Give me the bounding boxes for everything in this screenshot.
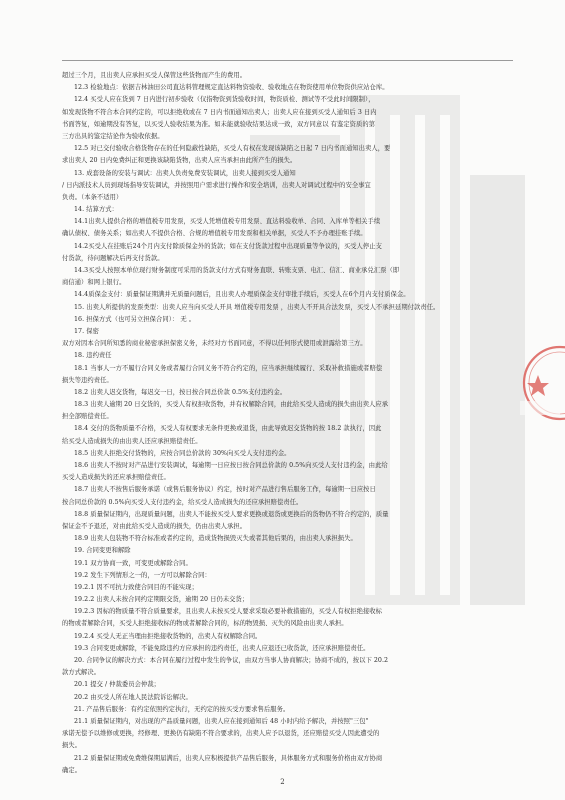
paragraph-line: 14.1出卖人提供合格的增值税专用发票，买受人凭增值税专用发票、直达料验收单、合同、入库单等相关手续 xyxy=(74,218,381,226)
paragraph-line: 给买受人造成损失的由出卖人还应承担赔偿责任。 xyxy=(62,437,202,445)
paragraph-line: 双方对因本合同所知悉的商业秘密承担保密义务，未经对方书面同意，不得以任何形式使用或泄露给第三方。 xyxy=(62,340,367,348)
paragraph-line: 保证金不予退还，对由此给买受人造成的损失，仍由出卖人承担。 xyxy=(62,522,247,530)
paragraph-line: 18.1 当事人一方不履行合同义务或者履行合同义务不符合约定的，应当承担继续履行、采取补救措施或者赔偿 xyxy=(74,364,383,372)
paragraph-line: 求出卖人 20 日内免费纠正和更换该缺陷货物，出卖人应当承担由此所产生的损失。 xyxy=(62,157,297,165)
paragraph-line: 18.2 出卖人迟交货物，每迟交一日，按日按合同总价款 0.5%支付违约金。 xyxy=(74,388,287,396)
paragraph-line: 16. 担保方式（也可另立担保合同）： 无 。 xyxy=(74,315,196,323)
paragraph-line: 18.5 出卖人拒绝交付货物的，应按合同总价款的 30%向买受人支付违约金。 xyxy=(74,449,291,457)
paragraph-line: 19.2 发生下列情形之一的，一方可以解除合同： xyxy=(74,571,211,579)
paragraph-line: 12.5 对已交付验收合格货物存在的任何隐蔽性缺陷，买受人有权在发现该缺陷之日起 7 日内书面通知出卖人，要 xyxy=(74,145,391,153)
page-number: 2 xyxy=(280,778,285,786)
paragraph-line: 损失等违约责任。 xyxy=(62,376,113,384)
paragraph-line: 买受人造成损失的还应承担赔偿责任。 xyxy=(62,474,170,482)
contract-body xyxy=(62,70,512,777)
paragraph-line: 负责。（本条不适用） xyxy=(62,193,123,201)
paragraph-line: 18.4 交付的货物质量不合格，买受人有权要求无条件更换或退货，由此导致迟交货物的按 18.2 款执行，因此 xyxy=(74,425,382,433)
paragraph-line: 14.4质保金支付：质量保证期满并无质量问题后，且出卖人办理质保金支付审批手续后，买受人在6个月内支付质保金。 xyxy=(74,291,410,299)
paragraph-line: 损失。 xyxy=(62,742,82,750)
paragraph-line: 18.3 出卖人逾期 20 日交货的，买受人有权拒收货物，并有权解除合同，由此给买受人造成的损失由出卖人应承 xyxy=(74,401,389,409)
paragraph-line: 14.3买受人按照本单位现行财务制度可采用的货款支付方式有财务直联、转账支票、电汇、信汇、商业承兑汇票（即 xyxy=(74,267,400,274)
paragraph-line: 的物或者解除合同，买受人拒绝接收标的物或者解除合同的，标的物毁损、灭失的风险由出卖人承担。 xyxy=(62,620,348,628)
paragraph-line: / 日内派技术人员到现场指导安装调试，并按照用户需求进行操作和安全培训，出卖人对调试过程中的安全事宜 xyxy=(62,181,371,189)
paragraph-line: 三方出具的鉴定结论作为验收依据。 xyxy=(62,132,164,140)
paragraph-line: 19.2.2 出卖人未按合同约定期限交货，逾期 20 日仍未交货； xyxy=(74,596,249,604)
paragraph-line: 15. 出卖人所提供的发票类型：出卖人应当向买受人开具 增值税专用发票 ，出卖人不开具合法发票，买受人不承担延期付款责任。 xyxy=(74,303,440,311)
paragraph-line: 20.1 提交 / 仲裁委员会仲裁； xyxy=(74,681,161,689)
paragraph-line: 款方式解决。 xyxy=(62,669,101,677)
paragraph-line: 担全部赔偿责任。 xyxy=(62,413,113,421)
paragraph-line: 21.1 质量保证期内，对出现的产品质量问题，出卖人应在接到通知后 48 小时内给予解决，并按照"三包" xyxy=(74,717,369,725)
paragraph-line: 12.4 买受人应在货到 7 日内进行初步验收（仅指物资到货验收时间，物资质检、测试等不受此时间限制）， xyxy=(74,96,375,104)
paragraph-line: 19.2.3 因标的物质量不符合质量要求，且出卖人未按买受人要求采取必要补救措施的，买受人有权拒绝接收标 xyxy=(74,608,382,616)
paragraph-line: 18.8 质量保证期内，出现质量问题，出卖人不能按买受人要求更换或退货或更换后的货物仍不符合约定的，质量 xyxy=(74,510,389,518)
paragraph-line: 14.2买受人在挂账后24个月内支付除质保金外的货款；如在支付货款过程中出现质量等争议的，买受人停止支 xyxy=(74,242,382,250)
paragraph-line: 如发现货物不符合本合同约定的，可以拒绝收或在 7 日内书面通知出卖人；出卖人应在接到买受人通知后 3 日内 xyxy=(62,108,377,116)
paragraph-line: 承诺无偿予以维修或更换，经修理、更换仍有缺陷不符合要求的，出卖人应予以退货，还应赔偿买受人因此遭受的 xyxy=(62,730,380,738)
paragraph-line: 18. 违约责任 xyxy=(74,352,112,360)
paragraph-line: 21. 产品售后服务：有约定依照约定执行，无约定的按买受方要求售后服务。 xyxy=(74,705,290,713)
paragraph-line: 20.2 由买受人所在地人民法院诉讼解决。 xyxy=(74,693,192,701)
paragraph-line: 21.2 质量保证期或免费维保期届满后，出卖人应积极提供产品售后服务，具体服务方式和服务价格由双方协商 xyxy=(74,754,383,762)
paragraph-line: 13. 成套设备的安装与调试：出卖人负责免费安装调试，出卖人接到买受人通知 xyxy=(74,169,296,177)
paragraph-line: 确定。 xyxy=(62,766,82,774)
header-rule xyxy=(62,60,513,61)
paragraph-line: 19.3 合同变更或解除，不能免除违约方应承担的违约责任，出卖人应退还已收货款，还应承担赔偿责任。 xyxy=(74,644,370,652)
paragraph-line: 付货款，待问题解决后再支付货款。 xyxy=(62,254,164,262)
paragraph-line: 确认债权、债务关系；如出卖人不提供合格、合规的增值税专用发票和相关单据，买受人不予办理挂账手续。 xyxy=(62,230,367,238)
paragraph-line: 按合同总价款的 0.5%向买受人支付违约金，给买受人造成损失的还应承担赔偿责任。 xyxy=(62,498,303,506)
paragraph-line: 18.9 出卖人包装物不符合标准或者约定的，造成货物损毁灭失或者其他后果的，由出卖人承担损失。 xyxy=(74,535,357,543)
paragraph-line: 12.3 检验地点：依据吉林油田公司直达料管理规定直达料物资验收、验收地点在物资使用单位物资供应站仓库。 xyxy=(74,84,389,92)
paragraph-line: 20. 合同争议的解决方式：本合同在履行过程中发生的争议，由双方当事人协商解决；协商不成的，按以下 20.2 xyxy=(74,657,389,664)
paragraph-line: 19.1 双方协商一致，可变更或解除合同。 xyxy=(74,559,192,567)
paragraph-line: 17. 保密 xyxy=(74,327,99,335)
paragraph-line: 18.6 出卖人不按时对产品进行安装调试，每逾期一日应按日按合同总价款的 0.5%向买受人支付违约金，由此给 xyxy=(74,462,388,469)
paragraph-line: 书面答复，如逾期没有答复，以买受人验收结果为准。如未能就验收结果达成一致，双方同意以 有鉴定资质的第 xyxy=(62,120,376,128)
paragraph-line: 19.2.4 买受人无正当理由拒绝接收货物的，出卖人有权解除合同。 xyxy=(74,632,262,640)
paragraph-line: 18.7 出卖人不按售后服务承诺（或售后服务协议）约定，按时对产品进行售后服务工作，每逾期一日应按日 xyxy=(74,486,376,494)
paragraph-line: 商信通）和网上银行。 xyxy=(62,279,126,287)
paragraph-line: 19. 合同变更和解除 xyxy=(74,547,131,555)
company-seal xyxy=(518,335,565,431)
paragraph-line: 14. 结算方式： xyxy=(74,206,118,214)
paragraph-line: 19.2.1 因不可抗力致使合同目的不能实现； xyxy=(74,583,198,591)
paragraph-line: 超过三个月，且出卖人应承担买受人保管这些货物而产生的费用。 xyxy=(62,72,247,79)
